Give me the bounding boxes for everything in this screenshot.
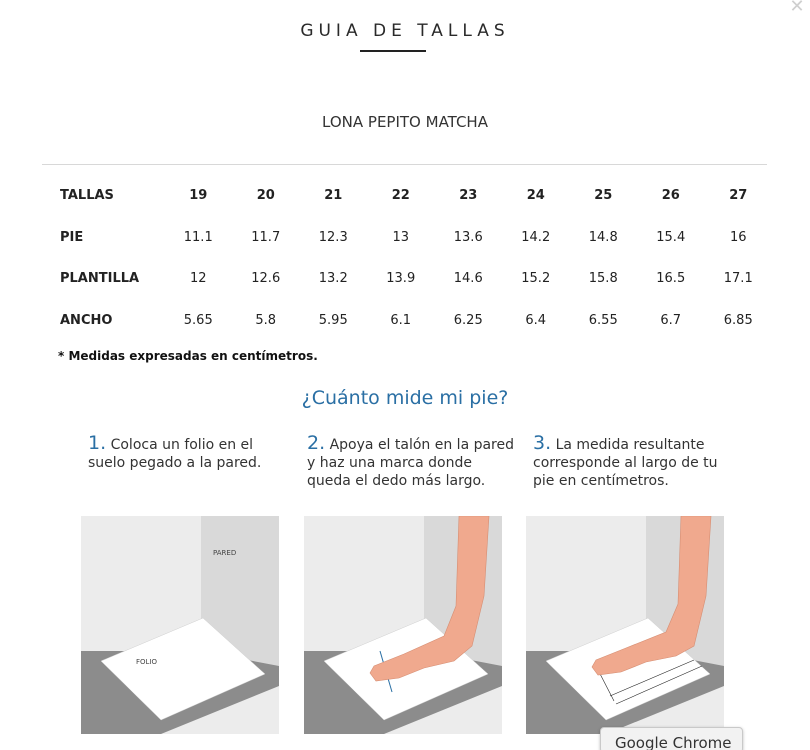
wall-label: PARED bbox=[213, 549, 237, 557]
step-text: La medida resultante corresponde al largo de tu pie en centímetros. bbox=[533, 437, 718, 489]
illustration-svg bbox=[304, 516, 502, 734]
size-cell: 20 bbox=[256, 188, 275, 204]
table-cell: 16.5 bbox=[656, 271, 686, 287]
modal-title: GUIA DE TALLAS bbox=[300, 21, 510, 41]
illustration-paper-on-floor bbox=[81, 516, 279, 734]
product-name: LONA PEPITO MATCHA bbox=[322, 113, 488, 131]
table-cell: 6.1 bbox=[390, 312, 412, 328]
table-row-ancho bbox=[52, 300, 772, 342]
table-cell: 11.7 bbox=[251, 229, 281, 245]
table-cell: 13.9 bbox=[386, 271, 416, 287]
table-cell: 6.4 bbox=[525, 312, 547, 328]
size-cell: 25 bbox=[594, 188, 613, 204]
row-label: PLANTILLA bbox=[60, 271, 140, 287]
table-row-tallas bbox=[52, 175, 772, 217]
illustration-svg bbox=[526, 516, 724, 734]
table-cell: 11.1 bbox=[183, 229, 213, 245]
row-label: PIE bbox=[60, 229, 84, 245]
size-cell: 19 bbox=[189, 188, 208, 204]
measurement-footnote: * Medidas expresadas en centímetros. bbox=[58, 349, 318, 363]
table-cell: 16 bbox=[729, 229, 747, 245]
table-cell: 15.2 bbox=[521, 271, 551, 287]
paper-label: FOLIO bbox=[136, 658, 158, 666]
table-cell: 13.6 bbox=[453, 229, 483, 245]
table-cell: 14.8 bbox=[588, 229, 618, 245]
table-cell: 15.4 bbox=[656, 229, 686, 245]
close-icon[interactable]: ✕ bbox=[789, 0, 805, 17]
table-cell: 17.1 bbox=[723, 271, 753, 287]
table-cell: 6.85 bbox=[723, 312, 753, 328]
step-number: 3. bbox=[533, 432, 552, 454]
step-3 bbox=[533, 434, 743, 490]
table-cell: 14.2 bbox=[521, 229, 551, 245]
title-underline bbox=[360, 50, 426, 52]
table-cell: 15.8 bbox=[588, 271, 618, 287]
chrome-tooltip: Google Chrome bbox=[600, 727, 743, 750]
row-label: TALLAS bbox=[60, 188, 114, 204]
table-cell: 5.95 bbox=[318, 312, 348, 328]
divider bbox=[42, 164, 767, 165]
table-cell: 13.2 bbox=[318, 271, 348, 287]
step-number: 1. bbox=[88, 432, 107, 454]
table-row-pie bbox=[52, 217, 772, 259]
size-cell: 22 bbox=[391, 188, 410, 204]
table-cell: 6.55 bbox=[588, 312, 618, 328]
table-cell: 5.65 bbox=[183, 312, 213, 328]
size-cell: 24 bbox=[526, 188, 545, 204]
step-2 bbox=[307, 434, 517, 490]
table-cell: 14.6 bbox=[453, 271, 483, 287]
table-cell: 13 bbox=[392, 229, 410, 245]
size-cell: 21 bbox=[324, 188, 343, 204]
step-number: 2. bbox=[307, 432, 326, 454]
size-cell: 23 bbox=[459, 188, 478, 204]
table-cell: 12.6 bbox=[251, 271, 281, 287]
step-text: Apoya el talón en la pared y haz una marca donde queda el dedo más largo. bbox=[307, 437, 515, 489]
table-cell: 5.8 bbox=[255, 312, 277, 328]
illustration-foot-on-paper bbox=[304, 516, 502, 734]
step-1 bbox=[88, 434, 288, 472]
how-to-title: ¿Cuánto mide mi pie? bbox=[301, 387, 509, 409]
table-cell: 6.25 bbox=[453, 312, 483, 328]
table-cell: 12 bbox=[189, 271, 207, 287]
illustration-svg bbox=[81, 516, 279, 734]
row-label: ANCHO bbox=[60, 312, 113, 328]
illustration-foot-measured bbox=[526, 516, 724, 734]
size-cell: 26 bbox=[661, 188, 680, 204]
size-table bbox=[52, 175, 772, 341]
table-cell: 12.3 bbox=[318, 229, 348, 245]
size-cell: 27 bbox=[729, 188, 748, 204]
step-text: Coloca un folio en el suelo pegado a la pared. bbox=[88, 437, 262, 471]
table-row-plantilla bbox=[52, 258, 772, 300]
table-cell: 6.7 bbox=[660, 312, 682, 328]
